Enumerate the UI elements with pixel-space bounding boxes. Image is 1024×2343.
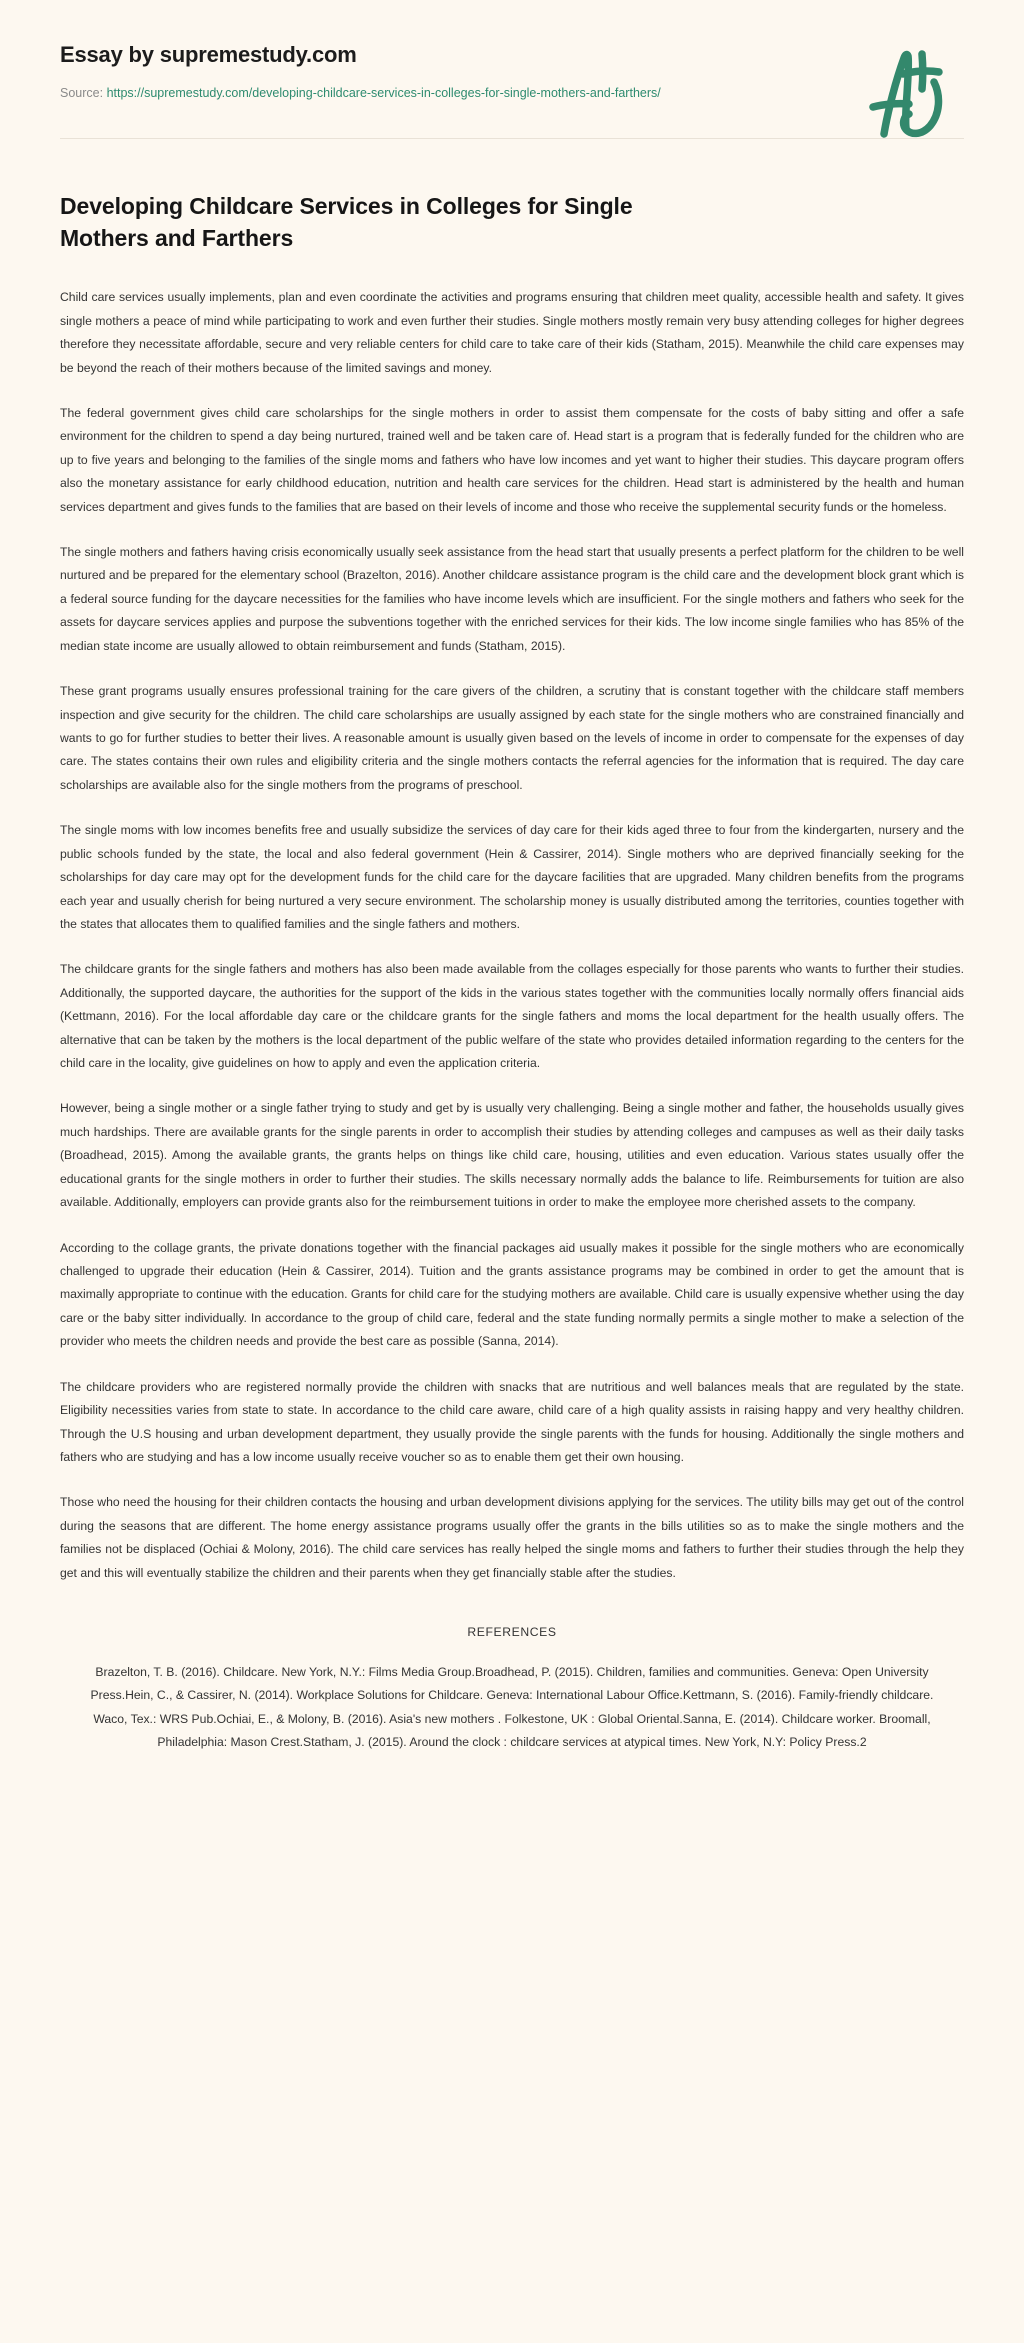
paragraph: The childcare providers who are registered normally provide the children with snacks that are nutritious and well balances meals that are regulated by the state. Eligibility necessities varies from state to state. In accordance to the child care aware, child care of a high quality assists in raising happy and very healthy children. Through the U.S housing and urban development department, they usually provide the single parents with the funds for housing. Additionally the single mothers and fathers who are studying and has a low income usually receive voucher so as to enable them get their own housing. [60, 1379, 964, 1464]
document-body [0, 191, 1024, 1795]
page-header [0, 0, 1024, 139]
page-title: Developing Childcare Services in Colleges for Single Mothers and Farthers [60, 192, 633, 251]
brand-title: Essay by supremestudy.com [60, 42, 357, 67]
paragraph: The single mothers and fathers having crisis economically usually seek assistance from the head start that usually presents a perfect platform for the children to be well nurtured and be prepared for the elementary school (Brazelton, 2016). Another childcare assistance program is the child care and the development block grant which is a federal source funding for the daycare necessities for the families who have income levels which are insufficient. For the single mothers and fathers who seek for the assets for daycare services applies and purpose the subventions together with the enriched services for their kids. The low income single families who has 85% of the median state income are usually allowed to obtain reimbursement and funds (Statham, 2015). [60, 545, 964, 653]
paragraph: The single moms with low incomes benefits free and usually subsidize the services of day care for their kids aged three to four from the kindergarten, nursery and the public schools funded by the state, the local and also federal government (Hein & Cassirer, 2014). Single mothers who are deprived financially seeking for the scholarships for day care may opt for the development funds for the child care for the daycare facilities that are upgraded. Many children benefits from the programs each year and usually cherish for being nurtured a very secure environment. The scholarship money is usually distributed among the territories, counties together with the states that allocates them to qualified families and the single fathers and mothers. [60, 823, 964, 931]
paragraph: Those who need the housing for their children contacts the housing and urban development divisions applying for the services. The utility bills may get out of the control during the seasons that are different. The home energy assistance programs usually offer the grants in the bills utilities so as to make the single mothers and the families not be displaced (Ochiai & Molony, 2016). The child care services has really helped the single moms and fathers to further their studies through the help they get and this will eventually stabilize the children and their parents when they get financially stable after the studies. [60, 1495, 964, 1580]
source-url-link[interactable]: https://supremestudy.com/developing-childcare-services-in-colleges-for-single-mothers-and-farthers/ [106, 86, 661, 101]
paragraph: These grant programs usually ensures professional training for the care givers of the children, a scrutiny that is constant together with the childcare staff members inspection and give security for the children. The child care scholarships are usually assigned by each state for the single mothers who are constrained financially and wants to go for further studies to better their lives. A reasonable amount is usually given based on the levels of income in order to compensate for the expenses of day care. The states contains their own rules and eligibility criteria and the single mothers contacts the referral agencies for the information that is required. The day care scholarships are available also for the single mothers from the programs of preschool. [60, 684, 964, 792]
header-divider [60, 138, 964, 139]
paragraph: The childcare grants for the single fathers and mothers has also been made available from the collages especially for those parents who wants to further their studies. Additionally, the supported daycare, the authorities for the support of the kids in the various states together with the communities locally normally offers financial aids (Kettmann, 2016). For the local affordable day care or the childcare grants for the single fathers and moms the local department for the health usually offers. The alternative that can be taken by the mothers is the local department of the public welfare of the state who provides detailed information regarding to the centers for the child care in the locality, give guidelines on how to apply and even the application criteria. [60, 962, 964, 1071]
references-list: Brazelton, T. B. (2016). Childcare. New York, N.Y.: Films Media Group.Broadhead, P. (2015). Children, families and communities. Geneva: Open University Press.Hein, C., & Cassirer, N. (2014). Workplace Solutions for Childcare. Geneva: International Labour Office.Kettmann, S. (2016). Family-friendly childcare. Waco, Tex.: WRS Pub.Ochiai, E., & Molony, B. (2016). Asia's new mothers . Folkestone, UK : Global Oriental.Sanna, E. (2014). Childcare worker. Broomall, Philadelphia: Mason Crest.Statham, J. (2015). Around the clock : childcare services at atypical times. New York, N.Y: Policy Press.2 [90, 1665, 934, 1750]
source-label: Source: [60, 86, 104, 101]
paragraph: Child care services usually implements, plan and even coordinate the activities and programs ensuring that children meet quality, accessible health and safety. It gives single mothers a peace of mind while participating to work and even further their studies. Single mothers mostly remain very busy attending colleges for higher degrees therefore they necessitate affordable, secure and very reliable centers for child care to take care of their kids (Statham, 2015). Meanwhile the child care expenses may be beyond the reach of their mothers because of the limited savings and money. [60, 290, 964, 375]
a-plus-logo-icon [846, 34, 966, 142]
paragraph: According to the collage grants, the private donations together with the financial packages aid usually makes it possible for the single mothers who are economically challenged to upgrade their education (Hein & Cassirer, 2014). Tuition and the grants assistance programs may be combined in order to get the amount that is maximally appropriate to continue with the education. Grants for child care for the studying mothers are available. Child care is usually expensive whether using the day care or the baby sitter individually. In accordance to the group of child care, federal and the state funding normally permits a single mother to make a selection of the provider who meets the children needs and provide the best care as possible (Sanna, 2014). [60, 1240, 964, 1349]
paragraph: However, being a single mother or a single father trying to study and get by is usually very challenging. Being a single mother and father, the households usually gives much hardships. There are available grants for the single parents in order to accomplish their studies by attending colleges and campuses as well as their daily tasks (Broadhead, 2015). Among the available grants, the grants helps on things like child care, housing, utilities and even education. Various states usually offer the educational grants for the single mothers in order to further their studies. The skills necessary normally adds the balance to life. Reimbursements for tuition are also available. Additionally, employers can provide grants also for the reimbursement tuitions in order to make the employee more cherished assets to the company. [60, 1101, 964, 1210]
paragraph: The federal government gives child care scholarships for the single mothers in order to assist them compensate for the costs of baby sitting and offer a safe environment for the children to spend a day being nurtured, trained well and be taken care of. Head start is a program that is federally funded for the children who are up to five years and belonging to the families of the single moms and fathers who have low incomes and yet want to higher their studies. This daycare program offers also the monetary assistance for early childhood education, nutrition and health care services for the children. Head start is administered by the health and human services department and gives funds to the families that are based on their levels of income and those who receive the supplemental security funds or the homeless. [60, 405, 964, 514]
references-heading: REFERENCES [467, 1625, 557, 1640]
source-line [60, 84, 700, 103]
